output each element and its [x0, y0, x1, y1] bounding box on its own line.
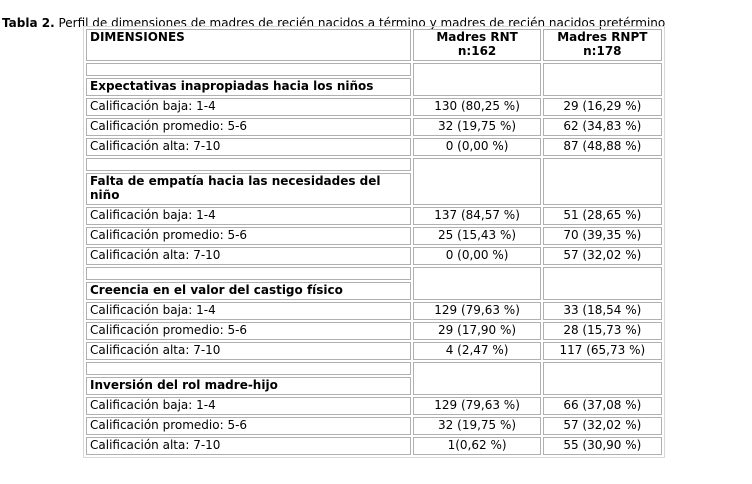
- header-madres-rnpt: [543, 29, 662, 61]
- row-label: Calificación baja: 1-4: [86, 98, 411, 116]
- spacer-cell: [543, 158, 662, 205]
- table-row: [86, 417, 662, 435]
- spacer-cell: [413, 158, 540, 205]
- cell-rnpt: 57 (32,02 %): [543, 247, 662, 265]
- row-label: Calificación baja: 1-4: [86, 302, 411, 320]
- header-dimensions: DIMENSIONES: [86, 29, 411, 61]
- spacer-cell: [543, 362, 662, 395]
- spacer-row: [86, 63, 662, 76]
- cell-rnpt: 55 (30,90 %): [543, 437, 662, 455]
- cell-rnpt: 66 (37,08 %): [543, 397, 662, 415]
- cell-rnpt: 70 (39,35 %): [543, 227, 662, 245]
- spacer-cell: [86, 362, 411, 375]
- table-row: [86, 302, 662, 320]
- cell-rnt: 0 (0,00 %): [413, 138, 540, 156]
- dimensions-table: [83, 26, 665, 458]
- cell-rnpt: 29 (16,29 %): [543, 98, 662, 116]
- cell-rnt: 137 (84,57 %): [413, 207, 540, 225]
- spacer-cell: [86, 158, 411, 171]
- caption-text: Perfil de dimensiones de madres de recién nacidos a término y madres de recién nacidos pretérmino: [54, 16, 666, 30]
- cell-rnpt: 57 (32,02 %): [543, 417, 662, 435]
- row-label: Calificación alta: 7-10: [86, 342, 411, 360]
- table-row: [86, 247, 662, 265]
- table-row: [86, 322, 662, 340]
- cell-rnt: 32 (19,75 %): [413, 118, 540, 136]
- section-title: Falta de empatía hacia las necesidades del niño: [86, 173, 411, 205]
- spacer-cell: [543, 63, 662, 96]
- header-rnt-title: Madres RNT: [436, 30, 518, 44]
- table-row: [86, 397, 662, 415]
- cell-rnpt: 28 (15,73 %): [543, 322, 662, 340]
- cell-rnt: 32 (19,75 %): [413, 417, 540, 435]
- row-label: Calificación promedio: 5-6: [86, 322, 411, 340]
- cell-rnpt: 87 (48,88 %): [543, 138, 662, 156]
- cell-rnt: 25 (15,43 %): [413, 227, 540, 245]
- header-rnpt-title: Madres RNPT: [557, 30, 648, 44]
- header-madres-rnt: [413, 29, 540, 61]
- cell-rnpt: 33 (18,54 %): [543, 302, 662, 320]
- header-rnt-n: n:162: [457, 44, 497, 58]
- caption-label: Tabla 2.: [2, 16, 55, 30]
- row-label: Calificación alta: 7-10: [86, 437, 411, 455]
- cell-rnt: 1(0,62 %): [413, 437, 540, 455]
- cell-rnpt: 51 (28,65 %): [543, 207, 662, 225]
- section-title: Inversión del rol madre-hijo: [86, 377, 411, 395]
- row-label: Calificación promedio: 5-6: [86, 118, 411, 136]
- cell-rnt: 4 (2,47 %): [413, 342, 540, 360]
- spacer-cell: [86, 267, 411, 280]
- spacer-cell: [413, 63, 540, 96]
- table-row: [86, 98, 662, 116]
- section-title: Creencia en el valor del castigo físico: [86, 282, 411, 300]
- row-label: Calificación promedio: 5-6: [86, 227, 411, 245]
- cell-rnt: 130 (80,25 %): [413, 98, 540, 116]
- table-row: [86, 437, 662, 455]
- row-label: Calificación alta: 7-10: [86, 138, 411, 156]
- table-row: [86, 227, 662, 245]
- table-row: [86, 138, 662, 156]
- spacer-row: [86, 158, 662, 171]
- spacer-row: [86, 267, 662, 280]
- row-label: Calificación promedio: 5-6: [86, 417, 411, 435]
- cell-rnt: 0 (0,00 %): [413, 247, 540, 265]
- table-header-row: [86, 29, 662, 61]
- cell-rnt: 129 (79,63 %): [413, 302, 540, 320]
- section-title: Expectativas inapropiadas hacia los niños: [86, 78, 411, 96]
- cell-rnt: 129 (79,63 %): [413, 397, 540, 415]
- header-rnpt-n: n:178: [583, 44, 622, 58]
- spacer-row: [86, 362, 662, 375]
- spacer-cell: [413, 362, 540, 395]
- spacer-cell: [86, 63, 411, 76]
- table-row: [86, 342, 662, 360]
- cell-rnpt: 62 (34,83 %): [543, 118, 662, 136]
- row-label: Calificación baja: 1-4: [86, 207, 411, 225]
- row-label: Calificación baja: 1-4: [86, 397, 411, 415]
- table-row: [86, 207, 662, 225]
- cell-rnpt: 117 (65,73 %): [543, 342, 662, 360]
- spacer-cell: [413, 267, 540, 300]
- spacer-cell: [543, 267, 662, 300]
- cell-rnt: 29 (17,90 %): [413, 322, 540, 340]
- row-label: Calificación alta: 7-10: [86, 247, 411, 265]
- table-row: [86, 118, 662, 136]
